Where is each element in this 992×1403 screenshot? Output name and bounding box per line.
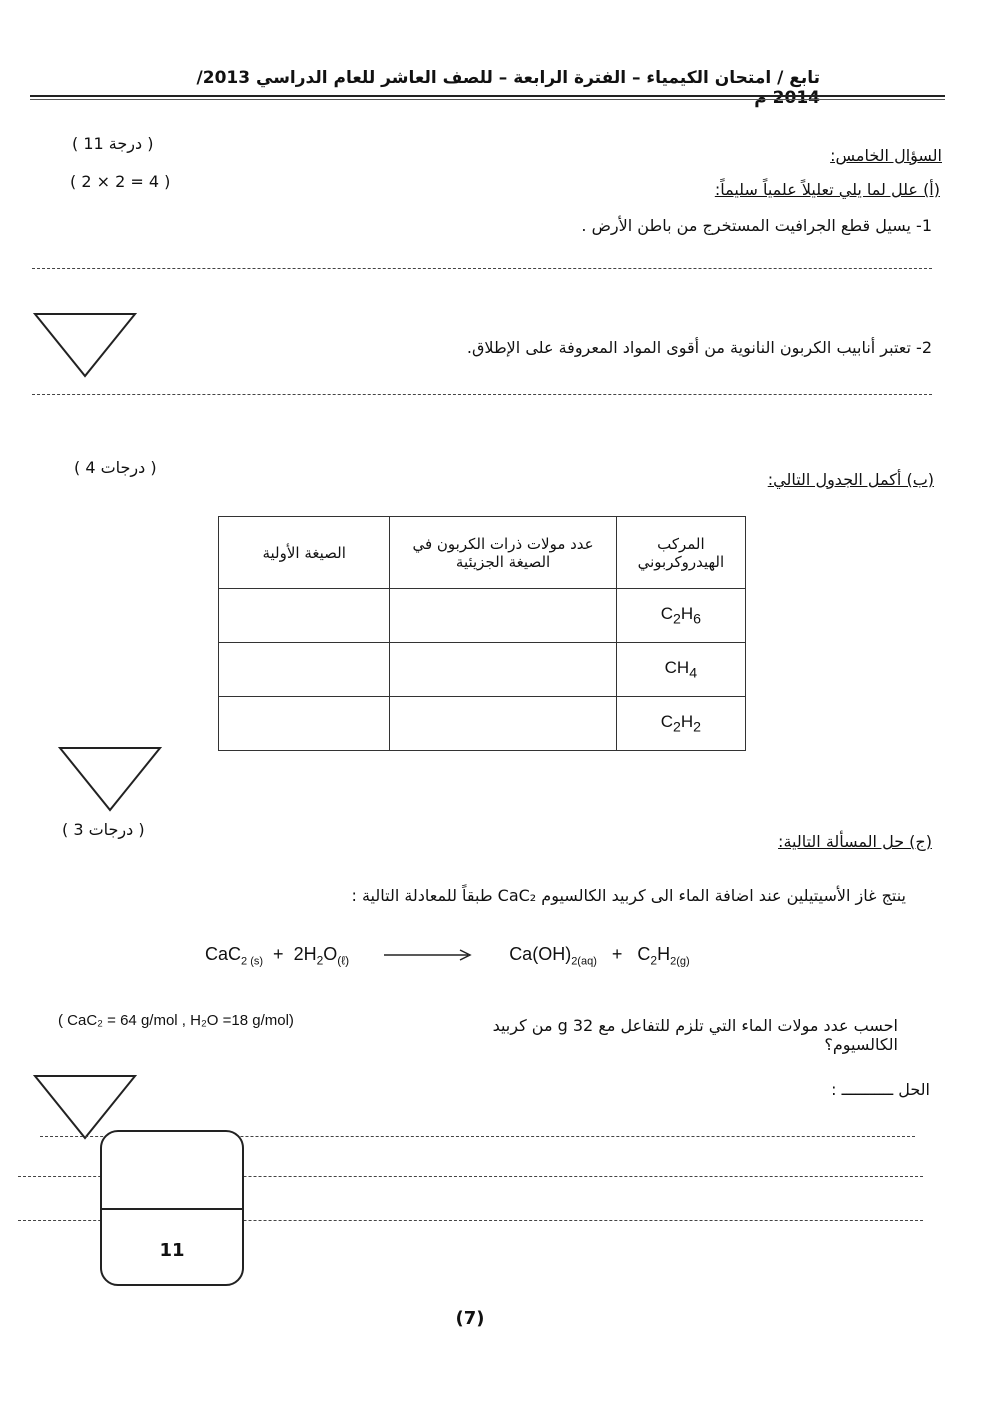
compound-cell: $C_2H_2$ (616, 697, 745, 751)
compound-cell: $C_2H_6$ (616, 589, 745, 643)
part-a-marks: ( 2 × 2 = 4 ) (70, 172, 171, 191)
table-header: المركب الهيدروكربوني (616, 517, 745, 589)
page-number: (7) (455, 1308, 485, 1329)
answer-line (32, 394, 932, 395)
score-box (100, 1130, 244, 1286)
part-c-marks: ( 3 درجات ) (62, 820, 145, 839)
empirical-formula-cell[interactable] (219, 697, 390, 751)
table-header: الصيغة الأولية (219, 517, 390, 589)
score-total: 11 (159, 1240, 185, 1261)
chemical-equation: $CaC_{2 (s)} + 2H_2O_{(\ell)}$ $Ca(OH)_{2(aq)}$ + $C_2H_{2(g)}$ (205, 944, 690, 968)
part-a-item-2: 2- تعتبر أنابيب الكربون النانوية من أقوى المواد المعروفة على الإطلاق. (466, 338, 932, 357)
table-row (219, 697, 746, 751)
header-rule (30, 95, 945, 97)
problem-question: احسب عدد مولات الماء التي تلزم للتفاعل مع g 32 من كربيد الكالسيوم؟ (492, 1016, 898, 1054)
compound-cell: $CH_4$ (616, 643, 745, 697)
marks-triangle (58, 746, 162, 812)
solution-label: الحل ـــــــــــ : (831, 1080, 930, 1099)
part-a-item-1: 1- يسيل قطع الجرافيت المستخرج من باطن الأرض . (581, 216, 932, 235)
empirical-formula-cell[interactable] (219, 643, 390, 697)
molar-mass-data: ( CaC₂ = 64 g/mol , H₂O =18 g/mol) (58, 1012, 294, 1029)
header-rule-thin (30, 99, 945, 100)
carbon-moles-cell[interactable] (390, 643, 616, 697)
marks-triangle (33, 312, 137, 378)
table-row (219, 589, 746, 643)
reaction-arrow-icon (384, 948, 474, 962)
question-title: السؤال الخامس: (830, 146, 942, 165)
carbon-moles-cell[interactable] (390, 589, 616, 643)
hydrocarbon-table (218, 516, 746, 751)
exam-header: تابع / امتحان الكيمياء – الفترة الرابعة – للصف العاشر للعام الدراسي 2013/ 2014 م (196, 68, 820, 108)
part-b-marks: ( 4 درجات ) (74, 458, 157, 477)
empirical-formula-cell[interactable] (219, 589, 390, 643)
carbon-moles-cell[interactable] (390, 697, 616, 751)
table-row (219, 643, 746, 697)
part-b-label: (ب) أكمل الجدول التالي: (767, 470, 934, 489)
score-divider (102, 1208, 242, 1210)
part-a-label: (أ) علل لما يلي تعليلاً علمياً سليماً: (714, 180, 940, 199)
problem-intro: ينتج غاز الأسيتيلين عند اضافة الماء الى كربيد الكالسيوم CaC₂ طبقاً للمعادلة التالية : (351, 886, 906, 905)
answer-line (32, 268, 932, 269)
question-total-marks: ( 11 درجة ) (72, 134, 154, 153)
table-header: عدد مولات ذرات الكربون في الصيغة الجزيئية (390, 517, 616, 589)
part-c-label: (ج) حل المسألة التالية: (778, 832, 932, 851)
